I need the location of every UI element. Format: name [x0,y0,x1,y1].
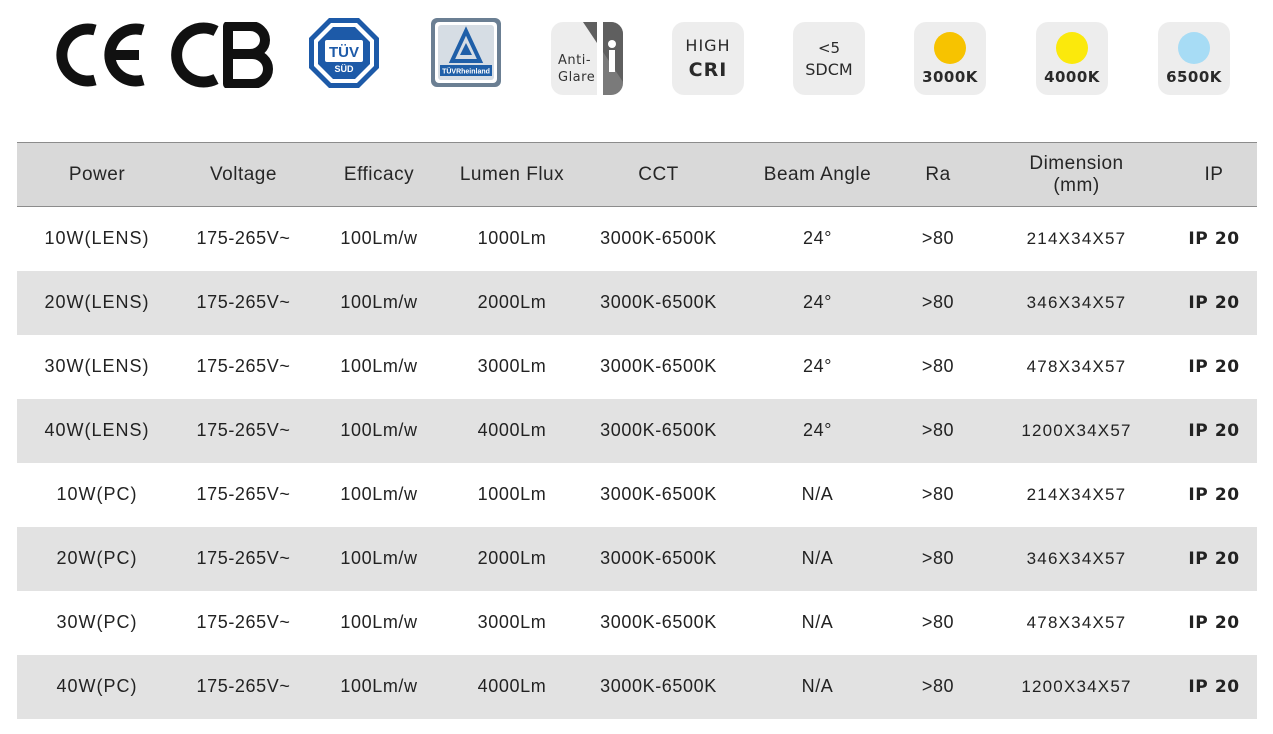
cell-dimension: 1200X34X57 [982,655,1171,719]
sdcm-line1: <5 [817,38,841,57]
cell-lumen-flux: 3000Lm [477,356,547,376]
cell-power: 10W(LENS) [44,228,150,249]
tuv-sud-logo [307,16,381,90]
header-ip: IP [1171,143,1257,207]
cell-cct: 3000K-6500K [576,271,741,335]
anti-glare-line1: Anti- [558,53,592,68]
table-row [17,271,1257,335]
cell-beam-angle: N/A [801,484,834,504]
cb-scheme-logo [170,22,274,88]
cell-efficacy: 100Lm/w [340,228,418,249]
warm-light-dot-icon [934,32,966,64]
cell-lumen-flux: 1000Lm [477,484,547,504]
header-cct: CCT [576,143,741,207]
cell-ra: >80 [921,228,955,249]
ce-mark-logo [55,22,150,88]
cell-ip: IP 20 [1188,228,1240,249]
cell-cct: 3000K-6500K [576,655,741,719]
cell-power: 40W(PC) [17,655,177,719]
cct-4000k-label: 4000K [1044,68,1100,86]
tuv-rheinland-label: TÜVRheinland [442,68,490,76]
cell-voltage: 175-265V~ [177,527,310,591]
cool-light-dot-icon [1178,32,1210,64]
spec-table [17,142,1257,719]
header-dimension-line1: Dimension [1029,152,1124,174]
cell-lumen-flux: 2000Lm [448,271,576,335]
cell-lumen-flux: 1000Lm [477,228,547,249]
cell-power: 10W(PC) [56,484,138,504]
cell-ra: >80 [921,484,955,504]
cell-cct: 3000K-6500K [576,399,741,463]
cell-voltage: 175-265V~ [196,612,291,632]
anti-glare-line2: Glare [558,70,596,85]
cct-3000k-badge [914,22,986,95]
cell-beam-angle: N/A [801,612,834,632]
cell-lumen-flux: 3000Lm [477,612,547,632]
cell-efficacy: 100Lm/w [310,399,448,463]
cell-ra: >80 [894,527,982,591]
header-efficacy: Efficacy [310,143,448,207]
cell-ra: >80 [921,356,955,376]
table-row [17,463,1257,527]
cct-4000k-badge [1036,22,1108,95]
high-cri-badge [672,22,744,95]
cell-ra: >80 [921,612,955,632]
cell-cct: 3000K-6500K [576,527,741,591]
tuv-sud-line1: TÜV [329,44,359,61]
header-dimension-line2: (mm) [1053,174,1100,196]
cell-ip: IP 20 [1171,655,1257,719]
cell-ra: >80 [894,655,982,719]
table-row [17,655,1257,719]
cell-efficacy: 100Lm/w [340,612,418,632]
cell-dimension: 478X34X57 [1026,612,1127,632]
anti-glare-badge [551,22,623,95]
cell-voltage: 175-265V~ [177,271,310,335]
cell-dimension: 478X34X57 [1026,356,1127,376]
high-cri-line1: HIGH [685,36,731,55]
header-ra: Ra [894,143,982,207]
cell-efficacy: 100Lm/w [310,527,448,591]
header-beam-angle: Beam Angle [741,143,894,207]
cell-beam-angle: 24° [802,228,833,249]
sdcm-line2: SDCM [805,59,853,79]
table-row [17,527,1257,591]
tuv-sud-line2: SÜD [334,64,354,74]
cct-3000k-label: 3000K [922,68,978,86]
cell-efficacy: 100Lm/w [340,356,418,376]
cct-6500k-badge [1158,22,1230,95]
cell-ra: >80 [894,271,982,335]
tuv-rheinland-logo [430,17,502,88]
header-dimension [982,143,1171,207]
cell-dimension: 346X34X57 [982,527,1171,591]
cell-power: 30W(PC) [56,612,138,632]
cell-ip: IP 20 [1171,271,1257,335]
cell-beam-angle: 24° [802,356,833,376]
cell-cct: 3000K-6500K [600,356,717,376]
cct-6500k-label: 6500K [1166,68,1222,86]
cell-beam-angle: 24° [741,399,894,463]
cell-power: 40W(LENS) [17,399,177,463]
cell-dimension: 214X34X57 [1026,228,1127,248]
table-header-row [17,143,1257,207]
cell-power: 20W(PC) [17,527,177,591]
cell-power: 20W(LENS) [17,271,177,335]
cell-voltage: 175-265V~ [177,399,310,463]
header-power: Power [17,143,177,207]
cell-beam-angle: 24° [741,271,894,335]
cell-ip: IP 20 [1188,612,1240,633]
cell-lumen-flux: 4000Lm [448,399,576,463]
cell-ra: >80 [894,399,982,463]
cell-ip: IP 20 [1188,484,1240,505]
sdcm-badge [793,22,865,95]
cell-voltage: 175-265V~ [196,228,291,249]
table-row [17,399,1257,463]
cell-efficacy: 100Lm/w [310,271,448,335]
table-row [17,335,1257,399]
cell-lumen-flux: 4000Lm [448,655,576,719]
cell-voltage: 175-265V~ [196,356,291,376]
cell-cct: 3000K-6500K [600,228,717,249]
cell-voltage: 175-265V~ [196,484,291,504]
cell-voltage: 175-265V~ [177,655,310,719]
cell-ip: IP 20 [1188,356,1240,377]
cell-dimension: 346X34X57 [982,271,1171,335]
header-lumen-flux: Lumen Flux [448,143,576,207]
cell-cct: 3000K-6500K [600,612,717,632]
anti-glare-icon [583,22,623,95]
header-voltage: Voltage [177,143,310,207]
cell-dimension: 1200X34X57 [982,399,1171,463]
cell-ip: IP 20 [1171,399,1257,463]
high-cri-line2: CRI [688,59,728,81]
table-row [17,207,1257,271]
neutral-light-dot-icon [1056,32,1088,64]
cell-dimension: 214X34X57 [1026,484,1127,504]
cell-efficacy: 100Lm/w [340,484,418,504]
cell-ip: IP 20 [1171,527,1257,591]
cell-cct: 3000K-6500K [600,484,717,504]
cell-lumen-flux: 2000Lm [448,527,576,591]
cell-power: 30W(LENS) [44,356,150,376]
cell-beam-angle: N/A [741,655,894,719]
cell-beam-angle: N/A [741,527,894,591]
cell-efficacy: 100Lm/w [310,655,448,719]
table-row [17,591,1257,655]
